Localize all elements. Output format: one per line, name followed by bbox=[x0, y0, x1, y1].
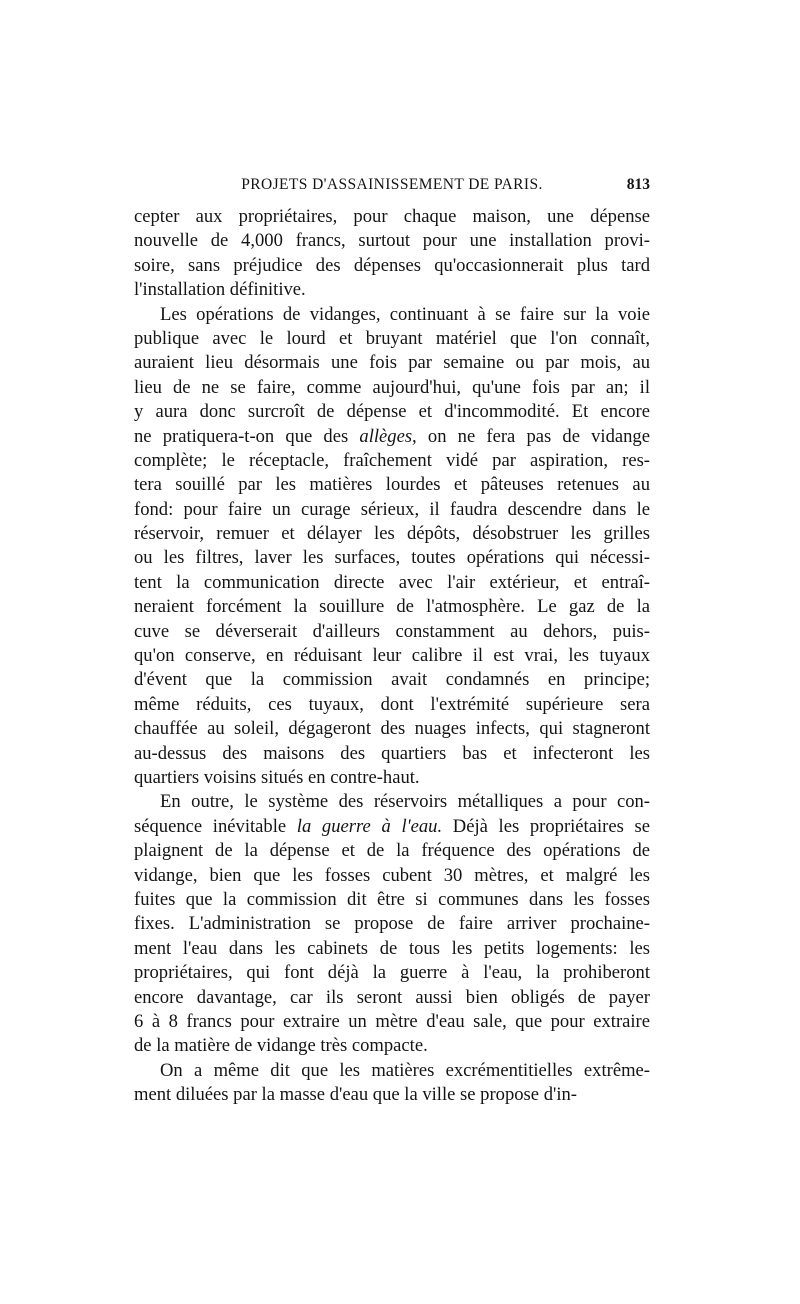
text-line bbox=[134, 400, 650, 424]
page-number: 813 bbox=[626, 176, 650, 193]
text-line bbox=[134, 546, 650, 570]
text-run: qu'on conserve, en réduisant leur calibre il est vrai, les tuyaux bbox=[134, 645, 650, 667]
text-run: Déjà les propriétaires se bbox=[442, 815, 650, 837]
text-line bbox=[134, 522, 650, 546]
text-run: encore davantage, car ils seront aussi bien obligés de payer bbox=[134, 986, 650, 1008]
text-run: fuites que la commission dit être si communes dans les fosses bbox=[134, 888, 650, 910]
text-line bbox=[134, 888, 650, 912]
text-line bbox=[134, 620, 650, 644]
text-line bbox=[134, 595, 650, 619]
text-line bbox=[134, 449, 650, 473]
text-run: ou les filtres, laver les surfaces, toutes opérations qui nécessi- bbox=[134, 547, 650, 569]
text-line bbox=[134, 376, 650, 400]
page-header bbox=[134, 176, 650, 200]
text-line bbox=[134, 278, 650, 302]
text-line bbox=[134, 644, 650, 668]
text-line bbox=[134, 864, 650, 888]
text-line bbox=[134, 1034, 650, 1058]
text-line bbox=[134, 668, 650, 692]
text-run: En outre, le système des réservoirs métalliques a pour con- bbox=[160, 791, 650, 813]
text-line bbox=[134, 229, 650, 253]
text-run: publique avec le lourd et bruyant matériel que l'on connaît, bbox=[134, 327, 650, 349]
text-line bbox=[134, 693, 650, 717]
text-line bbox=[134, 254, 650, 278]
text-line bbox=[134, 986, 650, 1010]
text-line bbox=[134, 815, 650, 839]
text-run: au-dessus des maisons des quartiers bas et infecteront les bbox=[134, 742, 650, 764]
text-run: de la matière de vidange très compacte. bbox=[134, 1035, 428, 1057]
text-line bbox=[134, 303, 650, 327]
text-line bbox=[134, 1059, 650, 1083]
text-run: ment diluées par la masse d'eau que la ville se propose d'in- bbox=[134, 1084, 577, 1106]
italic-phrase: la guerre à l'eau. bbox=[296, 815, 443, 837]
text-line bbox=[134, 205, 650, 229]
text-run: Les opérations de vidanges, continuant à se faire sur la voie bbox=[160, 303, 650, 325]
text-run: On a même dit que les matières excrémentitielles extrême- bbox=[160, 1059, 650, 1081]
text-line bbox=[134, 839, 650, 863]
text-run: fixes. L'administration se propose de faire arriver prochaine- bbox=[134, 913, 650, 935]
text-line bbox=[134, 790, 650, 814]
text-run: cepter aux propriétaires, pour chaque maison, une dépense bbox=[134, 206, 650, 227]
text-line bbox=[134, 425, 650, 449]
text-line bbox=[134, 937, 650, 961]
body-text bbox=[134, 205, 650, 1107]
text-run: complète; le réceptacle, fraîchement vidé par aspiration, res- bbox=[134, 449, 650, 471]
text-line bbox=[134, 766, 650, 790]
text-run: 6 à 8 francs pour extraire un mètre d'eau sale, que pour extraire bbox=[134, 1010, 650, 1032]
text-line bbox=[134, 571, 650, 595]
text-run: même réduits, ces tuyaux, dont l'extrémité supérieure sera bbox=[134, 693, 650, 715]
text-run: fond: pour faire un curage sérieux, il faudra descendre dans le bbox=[134, 498, 650, 520]
text-run: soire, sans préjudice des dépenses qu'occasionnerait plus tard bbox=[134, 254, 650, 276]
text-run: cuve se déverserait d'ailleurs constamment au dehors, puis- bbox=[134, 620, 650, 642]
text-run: ment l'eau dans les cabinets de tous les petits logements: les bbox=[134, 937, 650, 959]
text-line bbox=[134, 912, 650, 936]
text-run: tent la communication directe avec l'air extérieur, et entraî- bbox=[134, 571, 650, 593]
text-run: y aura donc surcroît de dépense et d'incommodité. Et encore bbox=[134, 401, 650, 423]
paragraph bbox=[134, 205, 650, 303]
paragraph bbox=[134, 303, 650, 791]
text-run: on ne fera pas de vidange bbox=[416, 425, 650, 447]
text-line bbox=[134, 1010, 650, 1034]
text-line bbox=[134, 498, 650, 522]
text-run: plaignent de la dépense et de la fréquence des opérations de bbox=[134, 840, 650, 862]
text-line bbox=[134, 327, 650, 351]
text-run: l'installation définitive. bbox=[134, 279, 306, 301]
text-line bbox=[134, 473, 650, 497]
text-run: quartiers voisins situés en contre-haut. bbox=[134, 766, 420, 788]
text-run: ne pratiquera-t-on que des bbox=[134, 425, 360, 447]
text-line bbox=[134, 742, 650, 766]
text-run: propriétaires, qui font déjà la guerre à l'eau, la prohiberont bbox=[134, 962, 650, 984]
text-run: neraient forcément la souillure de l'atmosphère. Le gaz de la bbox=[134, 596, 650, 618]
text-run: tera souillé par les matières lourdes et pâteuses retenues au bbox=[134, 474, 650, 496]
text-line bbox=[134, 351, 650, 375]
text-run: chauffée au soleil, dégageront des nuages infects, qui stagneront bbox=[134, 718, 650, 740]
text-run: séquence inévitable bbox=[134, 815, 297, 837]
text-line bbox=[134, 961, 650, 985]
text-run: auraient lieu désormais une fois par semaine ou par mois, au bbox=[134, 352, 650, 374]
text-run: vidange, bien que les fosses cubent 30 mètres, et malgré les bbox=[134, 864, 650, 886]
paragraph bbox=[134, 1059, 650, 1108]
italic-phrase: allèges, bbox=[359, 425, 417, 447]
text-run: nouvelle de 4,000 francs, surtout pour une installation provi- bbox=[134, 230, 650, 252]
text-run: lieu de ne se faire, comme aujourd'hui, qu'une fois par an; il bbox=[134, 376, 650, 398]
text-line bbox=[134, 1083, 650, 1107]
text-run: réservoir, remuer et délayer les dépôts, désobstruer les grilles bbox=[134, 523, 650, 545]
text-line bbox=[134, 717, 650, 741]
paragraph bbox=[134, 790, 650, 1058]
text-run: d'évent que la commission avait condamnés en principe; bbox=[134, 669, 650, 691]
running-title: PROJETS D'ASSAINISSEMENT DE PARIS. bbox=[241, 176, 543, 193]
